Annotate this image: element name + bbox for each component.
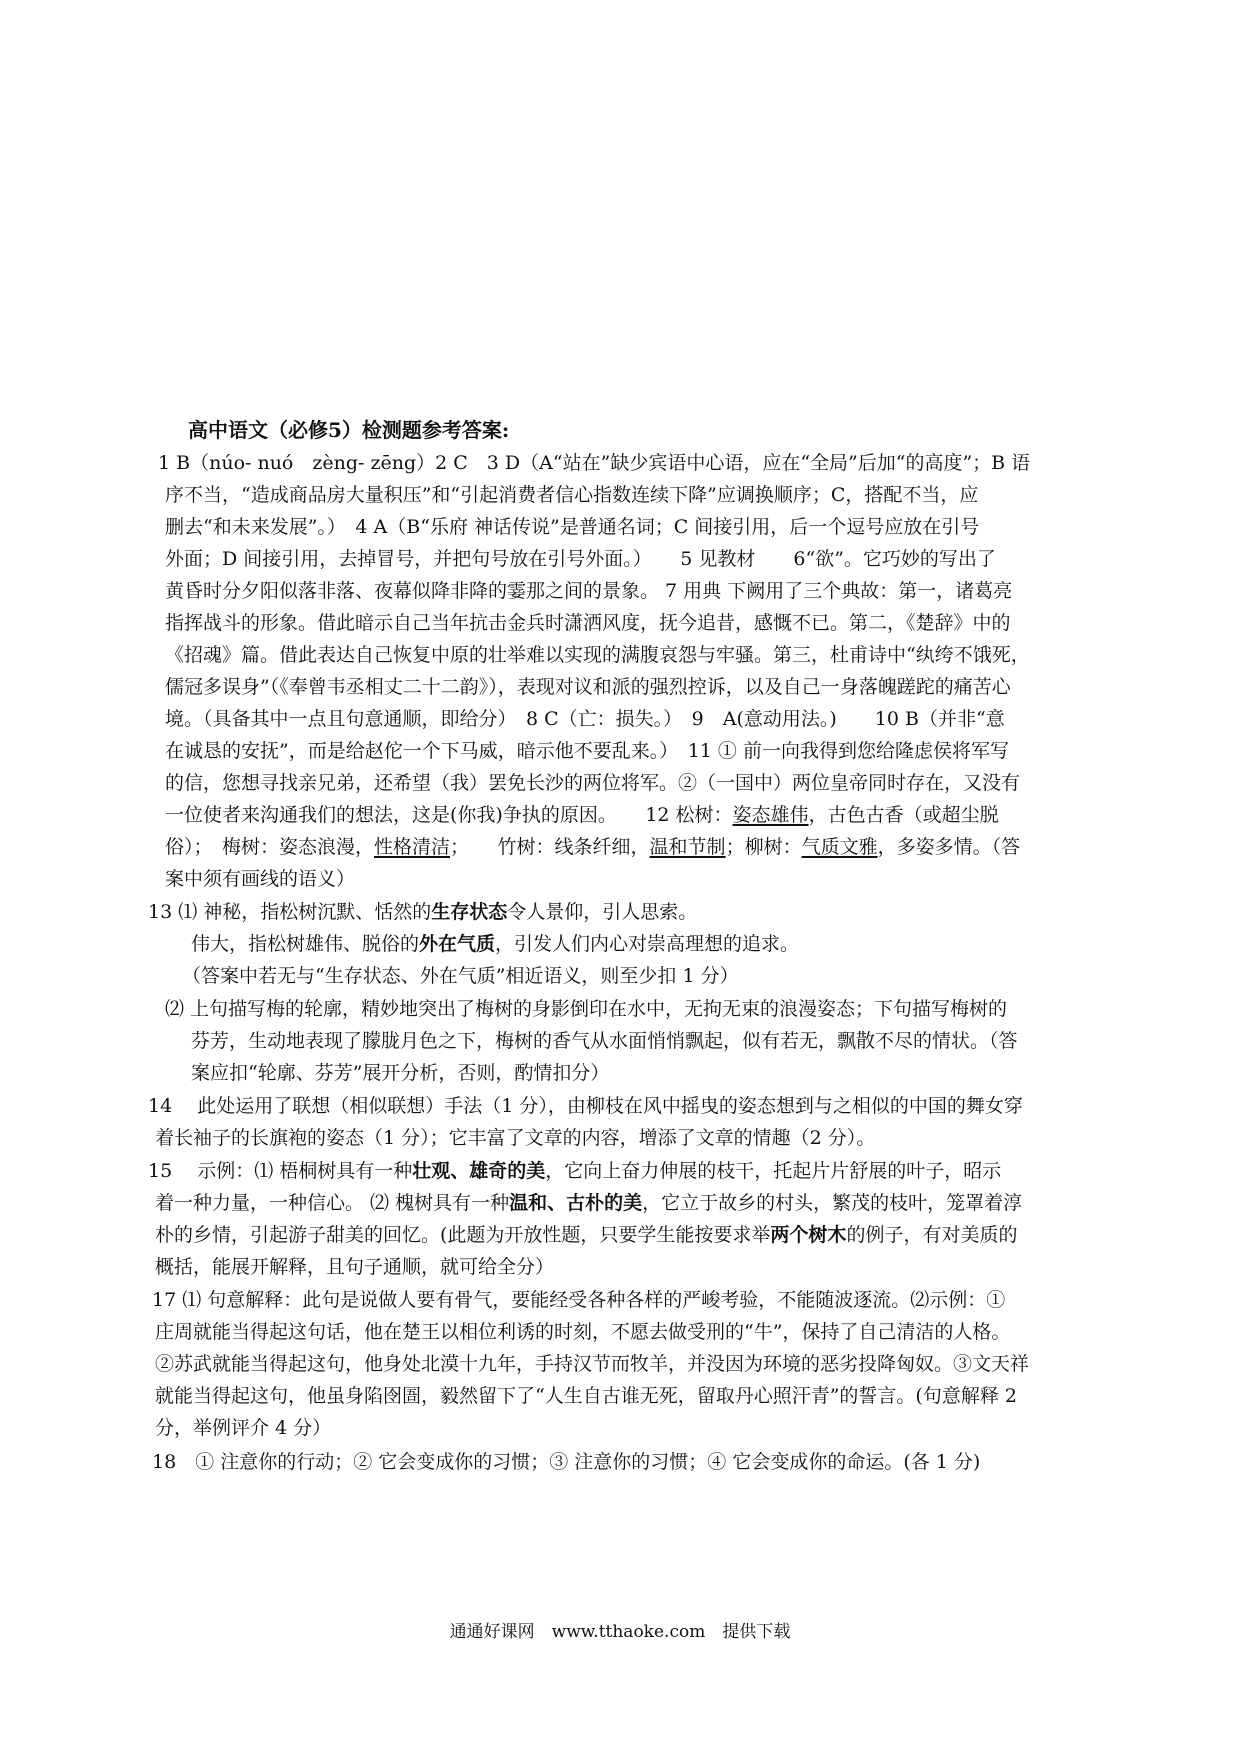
bold-phrase: 温和、古朴的美 bbox=[509, 1192, 643, 1214]
text-line bbox=[148, 1160, 1001, 1182]
text-line bbox=[155, 1321, 1010, 1343]
text-segment: 分，举例评介 4 分） bbox=[155, 1417, 332, 1439]
text-segment: ，引发人们内心对崇高理想的追求。 bbox=[495, 933, 800, 955]
text-segment: 《招魂》篇。借此表达自己恢复中原的壮举难以实现的满腹哀怨与牢骚。第三，杜甫诗中“纨绔不饿死， bbox=[165, 644, 1030, 666]
text-line bbox=[155, 1417, 331, 1439]
text-segment: 13 ⑴ 神秘，指松树沉默、恬然的 bbox=[148, 901, 432, 923]
text-segment: 在诚恳的安抚”，而是给赵佗一个下马威，暗示他不要乱来。） 11 ① 前一向我得到您给隆虑侯将军写 bbox=[165, 740, 1009, 762]
text-segment: 案中须有画线的语义） bbox=[165, 868, 356, 890]
text-segment: ，多姿多情。（答 bbox=[877, 836, 1021, 858]
text-line bbox=[165, 836, 1020, 858]
page-title: 高中语文（必修5）检测题参考答案: bbox=[188, 418, 510, 442]
bold-phrase: 两个树木 bbox=[770, 1224, 847, 1246]
footer-text: 通通好课网 www.tthaoke.com 提供下载 bbox=[449, 1622, 791, 1642]
text-line bbox=[155, 1224, 1017, 1246]
text-line bbox=[191, 1062, 609, 1084]
text-segment: 1 B（núo- nuó zèng- zēng）2 C 3 D（A“站在”缺少宾语中心语，应在“全局”后加“的高度”；B 语 bbox=[158, 452, 1031, 474]
text-segment: 概括，能展开解释，且句子通顺，就可给全分） bbox=[155, 1256, 555, 1278]
text-segment: 境。（具备其中一点且句意通顺，即给分） 8 C（亡：损失。） 9 A(意动用法。) 10 B（并非“意 bbox=[165, 708, 1005, 730]
text-segment: ，它立于故乡的村头，繁茂的枝叶，笼罩着淳 bbox=[642, 1192, 1023, 1214]
text-line bbox=[152, 1451, 980, 1473]
text-segment: 就能当得起这句，他虽身陷囹圄，毅然留下了“人生自古谁无死，留取丹心照汗青”的誓言。(句意解释 2 bbox=[155, 1385, 1017, 1407]
text-line bbox=[165, 676, 1011, 698]
text-line bbox=[152, 1289, 1005, 1311]
text-line bbox=[165, 804, 999, 826]
text-segment: 序不当，“造成商品房大量积压”和“引起消费者信心指数连续下降”应调换顺序；C，搭配不当，应 bbox=[165, 484, 979, 506]
text-line bbox=[191, 1030, 1018, 1052]
text-line bbox=[148, 1095, 1023, 1117]
text-segment: ，古色古香（或超尘脱 bbox=[808, 804, 999, 826]
text-line bbox=[155, 1127, 875, 1149]
bold-phrase: 生存状态 bbox=[431, 901, 508, 923]
underlined-phrase: 气质文雅 bbox=[801, 836, 878, 858]
text-segment: 18 ① 注意你的行动；② 它会变成你的习惯；③ 注意你的习惯；④ 它会变成你的命运。(各 1 分) bbox=[152, 1451, 981, 1473]
text-segment: 黄昏时分夕阳似落非落、夜幕似降非降的霎那之间的景象。 7 用典 下阙用了三个典故：第一，诸葛亮 bbox=[165, 580, 1013, 602]
text-line bbox=[165, 580, 1012, 602]
text-line bbox=[148, 901, 697, 923]
text-line bbox=[165, 998, 1007, 1020]
text-segment: ；柳树： bbox=[725, 836, 802, 858]
text-segment: 伟大，指松树雄伟、脱俗的 bbox=[191, 933, 420, 955]
text-segment: 儒冠多误身”（《奉曾韦丞相丈二十二韵》），表现对议和派的强烈控诉，以及自己一身落魄蹉跎的痛苦心 bbox=[165, 676, 1011, 698]
text-segment: 指挥战斗的形象。借此暗示自己当年抗击金兵时潇洒风度，抚今追昔，感慨不已。第二，《楚辞》中的 bbox=[165, 612, 1011, 634]
text-segment: ，它向上奋力伸展的枝干，托起片片舒展的叶子，昭示 bbox=[545, 1160, 1002, 1182]
text-line bbox=[155, 1192, 1022, 1214]
underlined-phrase: 温和节制 bbox=[649, 836, 726, 858]
text-segment: 的例子，有对美质的 bbox=[846, 1224, 1018, 1246]
underlined-phrase: 姿态雄伟 bbox=[732, 804, 809, 826]
bold-phrase: 外在气质 bbox=[419, 933, 496, 955]
text-segment: 17 ⑴ 句意解释：此句是说做人要有骨气，要能经受各种各样的严峻考验，不能随波逐流。⑵示例：① bbox=[152, 1289, 1006, 1311]
text-segment: （答案中若无与“生存状态、外在气质”相近语义，则至少扣 1 分） bbox=[182, 965, 739, 987]
bold-phrase: 壮观、雄奇的美 bbox=[412, 1160, 546, 1182]
text-line bbox=[155, 1385, 1017, 1407]
text-line bbox=[165, 868, 355, 890]
underlined-phrase: 性格清洁 bbox=[374, 836, 451, 858]
text-line bbox=[182, 965, 739, 987]
text-segment: 庄周就能当得起这句话，他在楚王以相位利诱的时刻，不愿去做受刑的“牛”，保持了自己清洁的人格。 bbox=[155, 1321, 1011, 1343]
text-line bbox=[165, 484, 978, 506]
text-line bbox=[165, 708, 1005, 730]
text-line bbox=[165, 740, 1009, 762]
text-segment: 案应扣“轮廓、芬芳”展开分析，否则，酌情扣分） bbox=[191, 1062, 610, 1084]
text-line bbox=[155, 1256, 554, 1278]
text-segment: 外面；D 间接引用，去掉冒号，并把句号放在引号外面。） 5 见教材 6“欲”。它巧妙的写出了 bbox=[165, 548, 996, 570]
text-segment: 着长袖子的长旗袍的姿态（1 分）；它丰富了文章的内容，增添了文章的情趣（2 分）。 bbox=[155, 1127, 876, 1149]
text-segment: 的信，您想寻找亲兄弟，还希望（我）罢免长沙的两位将军。②（一国中）两位皇帝同时存在，又没有 bbox=[165, 772, 1021, 794]
text-line bbox=[165, 516, 979, 538]
text-segment: 芬芳，生动地表现了朦胧月色之下，梅树的香气从水面悄悄飘起，似有若无，飘散不尽的情状。（答 bbox=[191, 1030, 1018, 1052]
text-line bbox=[158, 452, 1030, 474]
text-segment: 一位使者来沟通我们的想法，这是(你我)争执的原因。 12 松树： bbox=[165, 804, 733, 826]
text-segment: 着一种力量，一种信心。 ⑵ 槐树具有一种 bbox=[155, 1192, 510, 1214]
text-line bbox=[165, 612, 1011, 634]
text-segment: 朴的乡情，引起游子甜美的回忆。(此题为开放性题，只要学生能按要求举 bbox=[155, 1224, 771, 1246]
text-segment: 14 此处运用了联想（相似联想）手法（1 分），由柳枝在风中摇曳的姿态想到与之相似的中国的舞女穿 bbox=[148, 1095, 1023, 1117]
text-line bbox=[165, 644, 1030, 666]
text-segment: 15 示例：⑴ 梧桐树具有一种 bbox=[148, 1160, 413, 1182]
text-segment: ②苏武就能当得起这句，他身处北漠十九年，手持汉节而牧羊，并没因为环境的恶劣投降匈奴。③文天祥 bbox=[155, 1353, 1030, 1375]
text-line bbox=[165, 772, 1020, 794]
text-segment: 令人景仰，引人思索。 bbox=[507, 901, 698, 923]
text-segment: 俗）； 梅树：姿态浪漫， bbox=[165, 836, 375, 858]
text-line bbox=[155, 1353, 1029, 1375]
text-segment: ； 竹树：线条纤细， bbox=[450, 836, 650, 858]
text-line bbox=[165, 548, 996, 570]
text-line bbox=[191, 933, 799, 955]
text-segment: 删去“和未来发展”。） 4 A（B“乐府 神话传说”是普通名词；C 间接引用，后一个逗号应放在引号 bbox=[165, 516, 980, 538]
text-segment: ⑵ 上句描写梅的轮廓，精妙地突出了梅树的身影倒印在水中，无拘无束的浪漫姿态；下句描写梅树的 bbox=[165, 998, 1008, 1020]
